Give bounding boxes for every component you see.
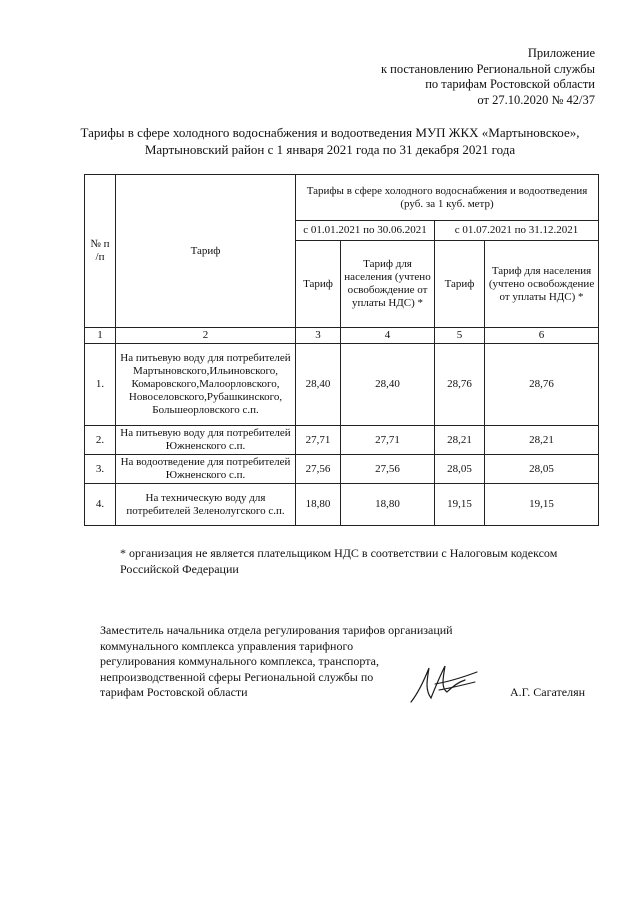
subheader-tariff: Тариф bbox=[435, 241, 485, 328]
header-line: к постановлению Региональной службы bbox=[380, 61, 595, 76]
row-tariff-name: На техническую воду для потребителей Зеленолугского с.п. bbox=[116, 484, 296, 526]
row-value: 27,56 bbox=[341, 455, 435, 484]
row-value: 28,05 bbox=[485, 455, 599, 484]
group-header-unit: (руб. за 1 куб. метр) bbox=[400, 197, 494, 210]
numbering-cell: 4 bbox=[341, 328, 435, 344]
table-row bbox=[85, 344, 599, 426]
row-value: 28,76 bbox=[485, 344, 599, 426]
position-line: тарифам Ростовской области bbox=[100, 685, 248, 699]
row-tariff-name: На питьевую воду для потребителей Южненского с.п. bbox=[116, 426, 296, 455]
subheader-population-tariff: Тариф для населения (учтено освобождение от уплаты НДС) * bbox=[485, 241, 599, 328]
column-header-tariff: Тариф bbox=[116, 175, 296, 328]
position-line: коммунального комплекса управления тарифного bbox=[100, 638, 354, 653]
row-value: 27,56 bbox=[296, 455, 341, 484]
footnote-line: * организация не является плательщиком НДС в соответствии с Налоговым кодексом bbox=[120, 546, 558, 560]
position-line: Заместитель начальника отдела регулирования тарифов организаций bbox=[100, 623, 453, 637]
row-value: 28,76 bbox=[435, 344, 485, 426]
numbering-cell: 5 bbox=[435, 328, 485, 344]
row-tariff-name: На питьевую воду для потребителей Мартыновского,Ильиновского, Комаровского,Малоорловского, Новоселовского,Рубашкинского, Большеорловского с.п. bbox=[116, 344, 296, 426]
row-value: 19,15 bbox=[485, 484, 599, 526]
group-header bbox=[296, 175, 599, 221]
footnote-line: Российской Федерации bbox=[120, 562, 239, 576]
subheader-population-tariff: Тариф для населения (учтено освобождение от уплаты НДС) * bbox=[341, 241, 435, 328]
numbering-row bbox=[85, 328, 599, 344]
numbering-cell: 3 bbox=[296, 328, 341, 344]
row-value: 18,80 bbox=[341, 484, 435, 526]
table-row bbox=[85, 426, 599, 455]
numbering-cell: 6 bbox=[485, 328, 599, 344]
signer-name: А.Г. Сагателян bbox=[510, 685, 586, 699]
group-header-title: Тарифы в сфере холодного водоснабжения и водоотведения bbox=[306, 184, 588, 197]
period-header-1: с 01.01.2021 по 30.06.2021 bbox=[296, 221, 435, 241]
position-line: регулирования коммунального комплекса, транспорта, bbox=[100, 654, 379, 668]
row-value: 28,40 bbox=[341, 344, 435, 426]
tariff-table bbox=[84, 174, 599, 526]
title-line: Тарифы в сфере холодного водоснабжения и водоотведения МУП ЖКХ «Мартыновское», bbox=[80, 125, 580, 140]
row-value: 28,40 bbox=[296, 344, 341, 426]
document-title bbox=[60, 124, 600, 158]
row-value: 28,21 bbox=[435, 426, 485, 455]
row-number: 4. bbox=[85, 484, 116, 526]
position-line: непроизводственной сферы Региональной службы по bbox=[100, 669, 374, 684]
row-number: 3. bbox=[85, 455, 116, 484]
row-value: 27,71 bbox=[296, 426, 341, 455]
header-line: Приложение bbox=[527, 46, 595, 60]
numbering-cell: 2 bbox=[116, 328, 296, 344]
subheader-tariff: Тариф bbox=[296, 241, 341, 328]
table-row bbox=[85, 484, 599, 526]
table-row bbox=[85, 455, 599, 484]
row-value: 27,71 bbox=[341, 426, 435, 455]
header-line: по тарифам Ростовской области bbox=[425, 77, 595, 91]
period-header-2: с 01.07.2021 по 31.12.2021 bbox=[435, 221, 599, 241]
handwritten-signature bbox=[405, 658, 485, 708]
footnote bbox=[120, 545, 620, 577]
row-value: 18,80 bbox=[296, 484, 341, 526]
header-line: от 27.10.2020 № 42/37 bbox=[477, 92, 595, 107]
row-tariff-name: На водоотведение для потребителей Южненского с.п. bbox=[116, 455, 296, 484]
column-header-number: № п /п bbox=[85, 175, 116, 328]
row-value: 28,21 bbox=[485, 426, 599, 455]
document-header bbox=[295, 46, 595, 108]
row-value: 19,15 bbox=[435, 484, 485, 526]
row-number: 1. bbox=[85, 344, 116, 426]
row-number: 2. bbox=[85, 426, 116, 455]
title-line: Мартыновский район с 1 января 2021 года по 31 декабря 2021 года bbox=[144, 142, 516, 157]
numbering-cell: 1 bbox=[85, 328, 116, 344]
row-value: 28,05 bbox=[435, 455, 485, 484]
